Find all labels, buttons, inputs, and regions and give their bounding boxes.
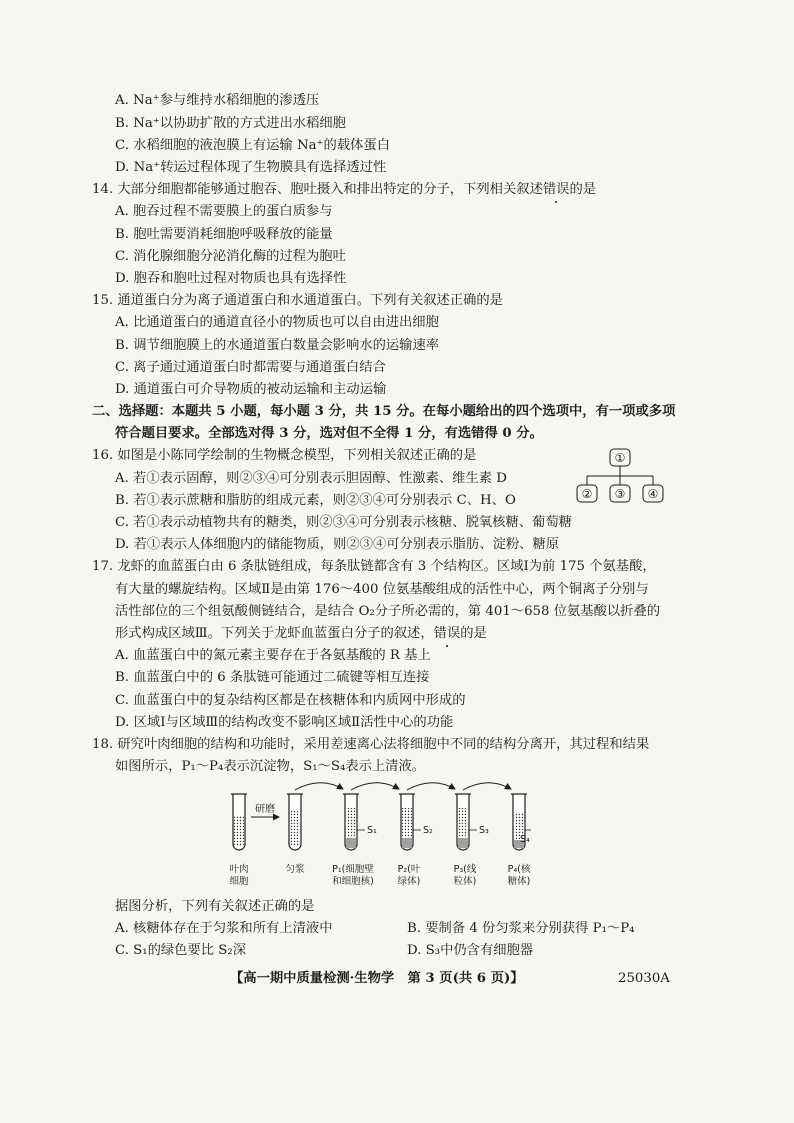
q18-option-c: C. S₁的绿色要比 S₂深 xyxy=(115,943,247,958)
tube-label-1-line-1: 叶肉 xyxy=(229,864,249,875)
concept-node-4-label: ④ xyxy=(647,487,659,501)
q17-emphasis-mark: 错误 xyxy=(433,626,461,641)
q18-option-b: B. 要制备 4 份匀浆来分别获得 P₁～P₄ xyxy=(407,921,635,936)
q18-analysis-prompt: 据图分析，下列有关叙述正确的是 xyxy=(115,899,315,914)
supernatant-label-s1: S₁ xyxy=(367,825,377,836)
q14-stem: 14. 大部分细胞都能够通过胞吞、胞吐摄入和排出特定的分子，下列相关叙述错误的是 xyxy=(92,182,597,197)
q17-option-a: A. 血蓝蛋白中的氮元素主要存在于各氨基酸的 R 基上 xyxy=(115,648,431,663)
tube-label-2: 匀浆 xyxy=(285,864,305,875)
q13-option-a: A. Na⁺参与维持水稻细胞的渗透压 xyxy=(115,93,320,108)
q15-option-a: A. 比通道蛋白的通道直径小的物质也可以自由进出细胞 xyxy=(115,315,439,330)
q17-stem-line-2: 有大量的螺旋结构。区域Ⅱ是由第 176～400 位氨基酸组成的活性中心，两个铜离子分别与 xyxy=(115,582,649,597)
q14-emphasis-mark: 错误 xyxy=(542,182,570,197)
supernatant-label-s3: S₃ xyxy=(479,825,489,836)
q15-stem: 15. 通道蛋白分为离子通道蛋白和水通道蛋白。下列有关叙述正确的是 xyxy=(92,293,503,308)
test-tube-p3 xyxy=(455,794,477,850)
tube-label-3-line-1: P₁(细胞壁 xyxy=(332,864,374,875)
q18-option-a: A. 核糖体存在于匀浆和所有上清液中 xyxy=(115,921,333,936)
transfer-arrow-3 xyxy=(407,783,455,790)
q13-option-c: C. 水稻细胞的液泡膜上有运输 Na⁺的载体蛋白 xyxy=(115,138,391,153)
q18-stem-line-1: 18. 研究叶肉细胞的结构和功能时，采用差速离心法将细胞中不同的结构分离开，其过程和结果 xyxy=(92,737,650,752)
transfer-arrow-1 xyxy=(295,783,343,790)
concept-model-diagram xyxy=(570,445,670,511)
tube-label-6-line-1: P₄(核 xyxy=(507,864,531,875)
tube-label-4-line-2: 绿体) xyxy=(397,876,421,887)
q18-option-d: D. S₃中仍含有细胞器 xyxy=(407,943,534,958)
tube-label-5-line-2: 粒体) xyxy=(453,876,477,887)
q15-option-b: B. 调节细胞膜上的水通道蛋白数量会影响水的运输速率 xyxy=(115,338,440,353)
tube-label-3-line-2: 和细胞核) xyxy=(332,876,374,887)
q18-stem-line-2: 如图所示，P₁～P₄表示沉淀物，S₁～S₄表示上清液。 xyxy=(115,759,426,774)
q17-stem-line-1: 17. 龙虾的血蓝蛋白由 6 条肽链组成，每条肽链都含有 3 个结构区。区域Ⅰ为前 175 个氨基酸， xyxy=(92,559,656,574)
q13-option-d: D. Na⁺转运过程体现了生物膜具有选择透过性 xyxy=(115,160,387,175)
q14-option-c: C. 消化腺细胞分泌消化酶的过程为胞吐 xyxy=(115,249,346,264)
test-tube-p2 xyxy=(399,794,421,850)
section-2-line-1: 二、选择题：本题共 5 小题，每小题 3 分，共 15 分。在每小题给出的四个选项中，有一项或多项 xyxy=(92,404,676,419)
centrifugation-figure xyxy=(215,780,535,892)
q17-option-d: D. 区域Ⅰ与区域Ⅲ的结构改变不影响区域Ⅱ活性中心的功能 xyxy=(115,715,454,730)
q17-stem-line-4: 形式构成区域Ⅲ。下列关于龙虾血蓝蛋白分子的叙述，错误的是 xyxy=(115,626,487,641)
q16-option-d: D. 若①表示人体细胞内的储能物质，则②③④可分别表示脂肪、淀粉、糖原 xyxy=(115,537,560,552)
q17-option-c: C. 血蓝蛋白中的复杂结构区都是在核糖体和内质网中形成的 xyxy=(115,693,466,708)
q14-option-d: D. 胞吞和胞吐过程对物质也具有选择性 xyxy=(115,271,347,286)
supernatant-label-s4: S₄ xyxy=(520,834,530,845)
transfer-arrow-4 xyxy=(463,783,511,790)
footer-code: 25030A xyxy=(618,971,670,986)
q15-option-d: D. 通道蛋白可介导物质的被动运输和主动运输 xyxy=(115,382,387,397)
footer-title: 【高一期中质量检测·生物学 第 3 页(共 6 页)】 xyxy=(230,971,524,986)
transfer-arrow-2 xyxy=(351,783,399,790)
q17-stem-line-3: 活性部位的三个组氨酸侧链结合，是结合 O₂分子所必需的，第 401～658 位氨基酸以折叠的 xyxy=(115,604,661,619)
tube-label-4-line-1: P₂(叶 xyxy=(397,864,421,875)
q17-option-b: B. 血蓝蛋白中的 6 条肽链可能通过二硫键等相互连接 xyxy=(115,670,430,685)
test-tube-homogenate xyxy=(287,794,303,850)
q16-stem: 16. 如图是小陈同学绘制的生物概念模型，下列相关叙述正确的是 xyxy=(92,448,477,463)
tube-label-5-line-1: P₃(线 xyxy=(453,864,477,875)
q14-option-b: B. 胞吐需要消耗细胞呼吸释放的能量 xyxy=(115,227,333,242)
supernatant-label-s2: S₂ xyxy=(423,825,433,836)
concept-node-2-label: ② xyxy=(581,487,593,501)
grind-label: 研磨 xyxy=(255,804,275,815)
q16-option-b: B. 若①表示蔗糖和脂肪的组成元素，则②③④可分别表示 C、H、O xyxy=(115,493,516,508)
tube-label-1-line-2: 细胞 xyxy=(229,876,249,887)
q13-option-b: B. Na⁺以协助扩散的方式进出水稻细胞 xyxy=(115,116,346,131)
q16-option-c: C. 若①表示动植物共有的糖类，则②③④可分别表示核糖、脱氧核糖、葡萄糖 xyxy=(115,515,572,530)
test-tube-leaf-cells xyxy=(231,794,247,850)
concept-node-3-label: ③ xyxy=(614,487,626,501)
q16-option-a: A. 若①表示固醇，则②③④可分别表示胆固醇、性激素、维生素 D xyxy=(115,471,507,486)
test-tube-p1 xyxy=(343,794,365,850)
q14-option-a: A. 胞吞过程不需要膜上的蛋白质参与 xyxy=(115,204,333,219)
concept-node-top-label: ① xyxy=(614,451,626,465)
q15-option-c: C. 离子通过通道蛋白时都需要与通道蛋白结合 xyxy=(115,360,386,375)
tube-label-6-line-2: 糖体) xyxy=(507,876,531,887)
section-2-line-2: 符合题目要求。全部选对得 3 分，选对但不全得 1 分，有选错得 0 分。 xyxy=(115,426,543,441)
